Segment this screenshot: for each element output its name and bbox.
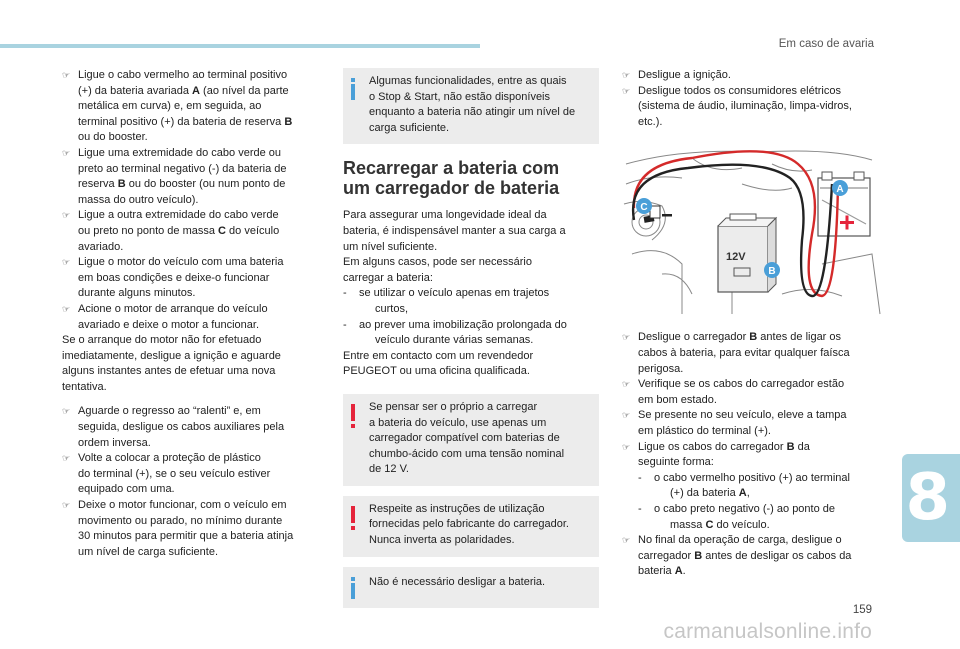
- text-line: ou do booster.: [78, 131, 148, 144]
- text-line: Se presente no seu veículo, eleve a tampa: [638, 409, 847, 422]
- text-line: Em alguns casos, pode ser necessário: [343, 256, 532, 269]
- text-line: reserva: [78, 178, 118, 191]
- info-icon: [351, 577, 355, 599]
- text-line: o Stop & Start, não estão disponíveis: [369, 90, 551, 103]
- text-line: terminal positivo (+) da bateria de reserva: [78, 115, 285, 128]
- pointer-icon: ☞: [62, 70, 71, 80]
- step-item: [62, 404, 324, 451]
- text-line: perigosa.: [638, 362, 684, 375]
- text-line: cabos à bateria, para evitar qualquer faísca: [638, 346, 850, 359]
- text-line: ordem inversa.: [78, 436, 151, 449]
- step-item: [622, 408, 884, 439]
- column-left: [62, 68, 324, 560]
- text-line: em boas condições e deixe-o funcionar: [78, 271, 270, 284]
- text-line: enquanto a bateria não atingir um nível de: [369, 106, 576, 119]
- dash-item: - ao prever uma imobilização prolongada do veículo durante várias semanas.: [343, 318, 567, 347]
- header-accent-bar: [0, 44, 480, 48]
- text-line: curtos,: [375, 302, 409, 315]
- text-line: ou preto no ponto de massa: [78, 224, 219, 237]
- text-line: Ligue o motor do veículo com uma bateria: [78, 256, 284, 269]
- text-line: bateria: [638, 565, 675, 578]
- pointer-icon: ☞: [622, 535, 631, 546]
- pointer-icon: ☞: [62, 147, 71, 158]
- text-line: Desligue a ignição.: [638, 69, 731, 81]
- warning-icon: [351, 506, 355, 530]
- text-line: Nunca inverta as polaridades.: [369, 534, 515, 547]
- text-line: carga suficiente.: [369, 121, 450, 134]
- step-item: [62, 68, 324, 146]
- text-line: tentativa.: [62, 380, 107, 393]
- pointer-icon: ☞: [622, 410, 631, 421]
- text-line: a bateria do veículo, use apenas um: [369, 416, 547, 429]
- text-line: o cabo preto negativo (-) ao ponto de: [654, 502, 836, 515]
- text-line: Acione o motor de arranque do veículo: [78, 302, 268, 315]
- text-line: se utilizar o veículo apenas em trajetos: [359, 287, 550, 300]
- text-line: veículo durante várias semanas.: [375, 334, 534, 347]
- warning-icon: [351, 404, 355, 428]
- text-line: .: [682, 565, 686, 578]
- page-number: 159: [852, 604, 872, 616]
- text-line: carregador: [638, 549, 695, 562]
- pointer-icon: ☞: [62, 210, 71, 221]
- text-line: Volte a colocar a proteção de plástico: [78, 452, 261, 465]
- step-item: [622, 330, 884, 377]
- chapter-number: 8: [905, 461, 950, 535]
- label-a: A: [192, 84, 200, 97]
- text-line: Desligue todos os consumidores elétricos: [638, 84, 841, 97]
- step-item: [62, 451, 324, 498]
- pointer-icon: ☞: [62, 453, 71, 464]
- battery-charger-illustration: [622, 144, 884, 316]
- pointer-icon: ☞: [622, 85, 631, 96]
- text-line: (sistema de áudio, iluminação, limpa-vidros,: [638, 100, 852, 113]
- step-item: [622, 377, 884, 408]
- text-line: fornecidas pelo fabricante do carregador.: [369, 518, 569, 531]
- retry-paragraph: [62, 333, 324, 395]
- warning-box: [343, 496, 599, 557]
- step-list-b: [62, 404, 324, 560]
- step-item: [622, 68, 884, 84]
- pointer-icon: ☞: [62, 500, 71, 511]
- text-line: ,: [746, 487, 750, 500]
- dash-item: - o cabo vermelho positivo (+) ao terminal (+) da bateria A,: [638, 471, 850, 500]
- engine-bay-drawing: [622, 144, 884, 316]
- text-line: Ligue uma extremidade do cabo verde ou: [78, 146, 282, 159]
- dash-item: - se utilizar o veículo apenas em trajetos curtos,: [343, 287, 550, 315]
- heading-line: Recarregar a bateria com: [343, 158, 560, 179]
- info-box: [343, 567, 599, 609]
- step-item: [62, 302, 324, 333]
- text-line: um nível suficiente.: [343, 240, 438, 253]
- label-b-text: B: [768, 266, 776, 278]
- text-line: movimento ou parado, no mínimo durante: [78, 514, 283, 527]
- step-item: [622, 440, 884, 471]
- text-line: carregar a bateria:: [343, 271, 433, 284]
- heading-line: um carregador de bateria: [343, 178, 560, 199]
- text-line: Deixe o motor funcionar, com o veículo em: [78, 499, 287, 512]
- label-c: C: [705, 518, 714, 531]
- text-line: Entre em contacto com um revendedor: [343, 349, 534, 362]
- text-line: 30 minutos para permitir que a bateria atinja: [78, 530, 294, 543]
- text-line: avariado e deixe o motor a funcionar.: [78, 318, 260, 331]
- text-line: de 12 V.: [369, 463, 409, 476]
- label-b: B: [786, 440, 795, 453]
- text-line: etc.).: [638, 115, 663, 128]
- step-list-a: [62, 68, 324, 333]
- text-line: Ligue os cabos do carregador: [638, 440, 787, 453]
- text-line: alguns instantes antes de efetuar uma nova: [62, 365, 276, 378]
- text-line: Respeite as instruções de utilização: [369, 502, 545, 515]
- text-line: seguinte forma:: [638, 456, 714, 469]
- text-line: chumbo-ácido com uma tensão nominal: [369, 447, 565, 460]
- pointer-icon: ☞: [62, 257, 71, 268]
- text-line: durante alguns minutos.: [78, 287, 196, 300]
- ground-point-c: [650, 206, 672, 218]
- column-right: [622, 68, 884, 580]
- section-heading: [343, 158, 599, 198]
- pointer-icon: ☞: [622, 379, 631, 390]
- watermark: carmanualsonline.info: [663, 620, 872, 643]
- label-c-text: C: [640, 202, 648, 214]
- text-line: (+) da bateria: [670, 487, 739, 500]
- text-line: avariado.: [78, 240, 124, 253]
- step-item: [62, 208, 324, 255]
- pointer-icon: ☞: [62, 406, 71, 417]
- intro-paragraph: [343, 208, 599, 286]
- label-a: A: [738, 487, 747, 500]
- label-a-text: A: [836, 184, 844, 196]
- text-line: em bom estado.: [638, 393, 717, 406]
- text-line: (ao nível da parte: [200, 84, 289, 97]
- step-item: [62, 498, 324, 560]
- text-line: preto ao terminal negativo (-) da bateria de: [78, 162, 287, 175]
- column-middle: [343, 68, 599, 608]
- label-b: B: [694, 549, 703, 562]
- text-line: um nível de carga suficiente.: [78, 545, 219, 558]
- pointer-icon: ☞: [622, 70, 631, 80]
- pointer-icon: ☞: [622, 332, 631, 343]
- text-line: Aguarde o regresso ao “ralenti” e, em: [78, 405, 261, 418]
- label-c: C: [218, 224, 226, 237]
- text-line: Se pensar ser o próprio a carregar: [369, 400, 538, 413]
- text-line: antes de ligar os: [757, 331, 842, 344]
- text-line: seguida, desligue os cabos auxiliares pela: [78, 421, 285, 434]
- text-line: ao prever uma imobilização prolongada do: [359, 318, 567, 331]
- text-line: metálica em curva) e, em seguida, ao: [78, 100, 262, 113]
- text-line: Ligue o cabo vermelho ao terminal positivo: [78, 69, 288, 81]
- text-line: Verifique se os cabos do carregador estão: [638, 378, 845, 391]
- text-line: ou do booster (ou num ponto de: [125, 178, 286, 191]
- text-line: Para assegurar uma longevidade ideal da: [343, 209, 547, 222]
- text-line: equipado com uma.: [78, 483, 175, 496]
- text-line: do veículo: [226, 224, 280, 237]
- step-item: [622, 533, 884, 580]
- step-item: [62, 146, 324, 208]
- text-line: em plástico do terminal (+).: [638, 424, 771, 437]
- label-a: A: [674, 565, 683, 578]
- text-line: Não é necessário desligar a bateria.: [369, 575, 546, 588]
- dash-item: - o cabo preto negativo (-) ao ponto de massa C do veículo.: [638, 502, 836, 531]
- pointer-icon: ☞: [622, 441, 631, 452]
- info-icon: [351, 78, 355, 100]
- label-b: B: [284, 115, 293, 128]
- text-line: do terminal (+), se o seu veículo estiver: [78, 467, 271, 480]
- charger-voltage-label: 12V: [726, 251, 746, 264]
- warning-box: [343, 394, 599, 486]
- text-line: (+) da bateria avariada: [78, 84, 193, 97]
- text-line: antes de desligar os cabos da: [702, 549, 852, 562]
- section-title: Em caso de avaria: [778, 38, 874, 50]
- text-line: PEUGEOT ou uma oficina qualificada.: [343, 365, 530, 378]
- text-line: imediatamente, desligue a ignição e aguarde: [62, 349, 281, 362]
- info-box: [343, 68, 599, 144]
- text-line: Algumas funcionalidades, entre as quais: [369, 75, 567, 87]
- text-line: bateria, é indispensável manter a sua carga a: [343, 224, 566, 237]
- text-line: massa: [670, 518, 706, 531]
- text-line: do veículo.: [713, 518, 770, 531]
- label-b: B: [749, 331, 758, 344]
- text-line: da: [794, 440, 810, 453]
- label-b: B: [117, 178, 126, 191]
- text-line: No final da operação de carga, desligue o: [638, 534, 842, 547]
- text-line: Se o arranque do motor não for efetuado: [62, 334, 262, 347]
- text-line: Desligue o carregador: [638, 331, 750, 344]
- contact-paragraph: [343, 349, 599, 380]
- text-line: Ligue a outra extremidade do cabo verde: [78, 209, 279, 222]
- step-item: [62, 255, 324, 302]
- text-line: massa do outro veículo).: [78, 193, 199, 206]
- text-line: carregador compatível com baterias de: [369, 432, 560, 445]
- pointer-icon: ☞: [62, 303, 71, 314]
- step-item: [622, 84, 884, 131]
- text-line: o cabo vermelho positivo (+) ao terminal: [654, 471, 850, 484]
